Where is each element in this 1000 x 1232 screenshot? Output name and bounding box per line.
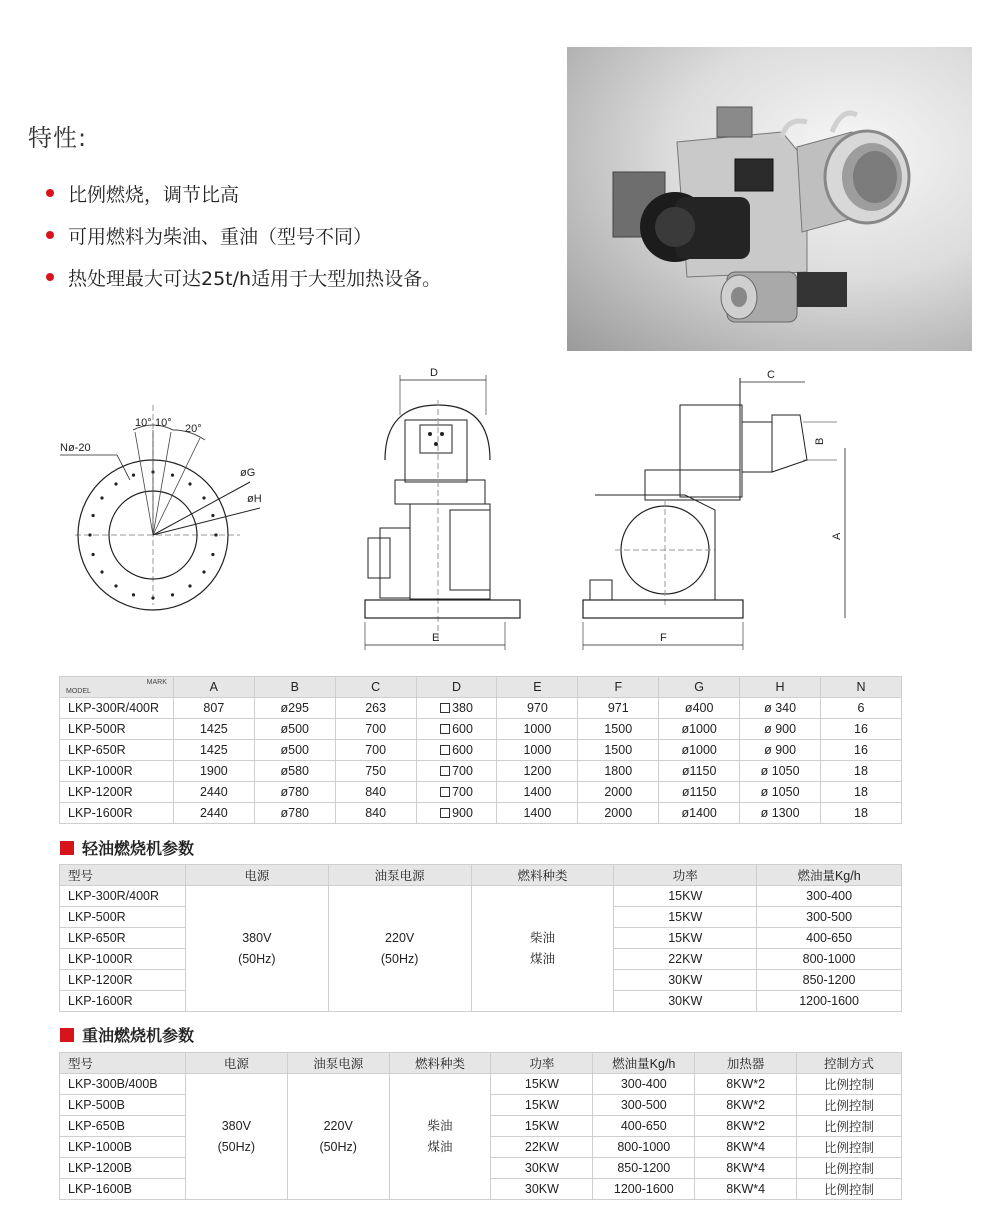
angle-label: 10° [155, 417, 172, 429]
dim-cell-n [821, 740, 902, 761]
model-cell: LKP-500R [60, 907, 186, 928]
header-cell: 燃油量Kg/h [593, 1053, 695, 1074]
burner-illustration [567, 47, 972, 351]
heater-cell: 8KW*4 [695, 1158, 797, 1179]
dim-cell-d [416, 803, 497, 824]
header-cell: 电源 [185, 1053, 287, 1074]
dim-cell-a [173, 803, 254, 824]
h-label: øH [247, 493, 262, 505]
dim-cell-e [497, 698, 578, 719]
b-label: B [814, 437, 826, 445]
dim-value: 700 [365, 743, 387, 757]
dim-value: 1900 [199, 764, 228, 778]
dim-cell-b [254, 698, 335, 719]
model-cell: LKP-500B [60, 1095, 186, 1116]
control-cell: 比例控制 [797, 1095, 902, 1116]
dim-cell-f [578, 719, 659, 740]
features-title: 特性: [28, 124, 88, 152]
dim-value: 780 [288, 785, 309, 799]
model-cell: LKP-650R [60, 928, 186, 949]
flange-drawing [55, 360, 265, 620]
col-g: G [659, 677, 740, 698]
dim-cell-d [416, 740, 497, 761]
dim-value: 380 [452, 701, 473, 715]
oil-cell: 1200-1600 [757, 991, 902, 1012]
dim-value: 1500 [604, 743, 633, 757]
dim-value: 1000 [689, 722, 717, 736]
dim-value: 1400 [523, 785, 552, 799]
bolt-hole [211, 514, 214, 517]
oil-cell: 400-650 [593, 1116, 695, 1137]
table-row [60, 782, 902, 803]
corner-model: MODEL [66, 688, 91, 695]
dim-cell-e [497, 719, 578, 740]
dim-cell-e [497, 803, 578, 824]
angle-label: 20° [185, 423, 202, 435]
oil-cell: 300-400 [757, 886, 902, 907]
header-cell: 燃油量Kg/h [757, 865, 902, 886]
dim-value: 340 [775, 701, 797, 715]
light-oil-title: 轻油燃烧机参数 [82, 839, 195, 858]
angle-label: 10° [135, 417, 152, 429]
dim-cell-h [740, 740, 821, 761]
power-cell: 15KW [614, 907, 757, 928]
dim-cell-a [173, 698, 254, 719]
dim-cell-n [821, 719, 902, 740]
light-oil-table [59, 864, 902, 1012]
bolt-hole [132, 474, 135, 477]
bolt-hole [114, 482, 117, 485]
dimension-table [59, 676, 902, 824]
power-cell: 15KW [491, 1116, 593, 1137]
diameter-symbol: ø [764, 722, 776, 736]
col-e: E [497, 677, 578, 698]
dim-value: 971 [607, 701, 629, 715]
bullet-icon [46, 231, 54, 239]
bolt-hole [171, 474, 174, 477]
oil-cell: 300-500 [757, 907, 902, 928]
dim-value: 700 [365, 722, 387, 736]
dim-cell-a [173, 782, 254, 803]
oil-cell: 1200-1600 [593, 1179, 695, 1200]
dim-cell-c [335, 761, 416, 782]
header-cell: 油泵电源 [287, 1053, 389, 1074]
heavy-oil-table [59, 1052, 902, 1200]
dim-cell-g [659, 740, 740, 761]
light-oil-section-title [60, 836, 194, 859]
diameter-symbol: ø [681, 806, 690, 820]
model-cell: LKP-1600B [60, 1179, 186, 1200]
bolt-hole [88, 533, 91, 536]
dim-value: 263 [365, 701, 387, 715]
dim-cell-c [335, 803, 416, 824]
dim-cell-d [416, 698, 497, 719]
dim-value: 900 [775, 743, 797, 757]
c-label: C [767, 369, 775, 381]
bolt-hole [171, 593, 174, 596]
header-cell: 型号 [60, 1053, 186, 1074]
diameter-symbol: ø [280, 806, 289, 820]
dim-value: 16 [854, 743, 868, 757]
dim-cell-c [335, 698, 416, 719]
table-row [60, 1074, 902, 1095]
dim-value: 1400 [523, 806, 552, 820]
dim-cell-g [659, 719, 740, 740]
square-icon [440, 724, 450, 734]
model-cell: LKP-1600R [60, 991, 186, 1012]
dim-cell-b [254, 803, 335, 824]
table-row [60, 698, 902, 719]
col-a: A [173, 677, 254, 698]
dim-cell-n [821, 782, 902, 803]
header-cell: 燃料种类 [471, 865, 614, 886]
power-cell: 30KW [614, 991, 757, 1012]
dim-cell-g [659, 782, 740, 803]
model-cell: LKP-1600R [60, 803, 174, 824]
dim-value: 2000 [604, 785, 633, 799]
bullet-icon [46, 189, 54, 197]
dim-value: 1800 [604, 764, 633, 778]
bolt-hole [100, 570, 103, 573]
model-cell: LKP-1000R [60, 949, 186, 970]
feature-text: 可用燃料为柴油、重油（型号不同） [68, 225, 373, 248]
diameter-symbol: ø [681, 764, 690, 778]
dim-value: 18 [854, 764, 868, 778]
diameter-symbol: ø [280, 743, 289, 757]
feature-item [46, 256, 441, 298]
oil-cell: 800-1000 [593, 1137, 695, 1158]
heavy-header-row [60, 1053, 902, 1074]
control-cell: 比例控制 [797, 1179, 902, 1200]
square-icon [440, 745, 450, 755]
oil-cell: 300-500 [593, 1095, 695, 1116]
dim-value: 500 [288, 743, 309, 757]
header-cell: 电源 [185, 865, 328, 886]
oil-cell: 300-400 [593, 1074, 695, 1095]
dim-cell-f [578, 803, 659, 824]
heater-cell: 8KW*4 [695, 1137, 797, 1158]
heavy-oil-title: 重油燃烧机参数 [82, 1026, 195, 1045]
diameter-symbol: ø [681, 722, 690, 736]
pump-supply-cell: 220V (50Hz) [287, 1074, 389, 1200]
diameter-symbol: ø [280, 722, 289, 736]
dim-value: 1300 [771, 806, 800, 820]
dim-cell-g [659, 803, 740, 824]
e-label: E [432, 632, 440, 644]
control-cell: 比例控制 [797, 1137, 902, 1158]
square-icon [440, 766, 450, 776]
control-cell: 比例控制 [797, 1074, 902, 1095]
dim-cell-f [578, 782, 659, 803]
dim-value: 2440 [199, 785, 228, 799]
dim-value: 500 [288, 722, 309, 736]
n-label: Nø-20 [60, 442, 91, 454]
model-cell: LKP-650B [60, 1116, 186, 1137]
model-cell: LKP-1200R [60, 782, 174, 803]
power-cell: 30KW [614, 970, 757, 991]
header-cell: 加热器 [695, 1053, 797, 1074]
heater-cell: 8KW*2 [695, 1074, 797, 1095]
dim-cell-g [659, 761, 740, 782]
section-marker-icon [60, 841, 74, 855]
model-cell: LKP-650R [60, 740, 174, 761]
table-row [60, 803, 902, 824]
dim-cell-d [416, 761, 497, 782]
bolt-hole [202, 496, 205, 499]
diameter-symbol: ø [681, 743, 690, 757]
header-cell: 型号 [60, 865, 186, 886]
dim-cell-a [173, 761, 254, 782]
dim-value: 840 [365, 806, 387, 820]
dim-value: 16 [854, 722, 868, 736]
bolt-hole [132, 593, 135, 596]
bolt-hole [100, 496, 103, 499]
model-cell: LKP-1200R [60, 970, 186, 991]
oil-cell: 400-650 [757, 928, 902, 949]
corner-mark: MARK [146, 679, 167, 686]
col-b: B [254, 677, 335, 698]
dim-cell-a [173, 740, 254, 761]
bolt-hole [214, 533, 217, 536]
dim-cell-c [335, 740, 416, 761]
square-icon [440, 808, 450, 818]
dim-value: 1425 [199, 743, 228, 757]
square-icon [440, 787, 450, 797]
power-supply-cell: 380V (50Hz) [185, 1074, 287, 1200]
dim-value: 1200 [523, 764, 552, 778]
power-cell: 15KW [614, 886, 757, 907]
power-cell: 15KW [491, 1074, 593, 1095]
table-row [60, 886, 902, 907]
dim-value: 600 [452, 722, 473, 736]
model-cell: LKP-300B/400B [60, 1074, 186, 1095]
col-h: H [740, 677, 821, 698]
power-cell: 30KW [491, 1158, 593, 1179]
header-cell: 控制方式 [797, 1053, 902, 1074]
oil-cell: 850-1200 [757, 970, 902, 991]
dim-cell-c [335, 719, 416, 740]
dim-cell-n [821, 698, 902, 719]
power-cell: 15KW [491, 1095, 593, 1116]
front-view-drawing [350, 360, 530, 660]
dim-cell-a [173, 719, 254, 740]
dim-value: 1000 [689, 743, 717, 757]
dim-value: 900 [452, 806, 473, 820]
table-row [60, 719, 902, 740]
diameter-symbol: ø [760, 806, 772, 820]
dim-value: 780 [288, 806, 309, 820]
col-f: F [578, 677, 659, 698]
dim-value: 1000 [523, 722, 552, 736]
light-header-row [60, 865, 902, 886]
burner-photo [567, 47, 972, 351]
diameter-symbol: ø [280, 764, 289, 778]
pump-supply-cell: 220V (50Hz) [328, 886, 471, 1012]
dim-value: 18 [854, 806, 868, 820]
dim-header-row [60, 677, 902, 698]
dim-value: 1050 [771, 785, 800, 799]
dim-cell-e [497, 761, 578, 782]
power-cell: 22KW [491, 1137, 593, 1158]
dim-value: 700 [452, 785, 473, 799]
feature-item [46, 172, 441, 214]
dim-cell-b [254, 740, 335, 761]
dim-cell-h [740, 698, 821, 719]
heater-cell: 8KW*2 [695, 1116, 797, 1137]
dim-value: 295 [288, 701, 309, 715]
square-icon [440, 703, 450, 713]
bolt-hole [92, 514, 95, 517]
dim-cell-n [821, 761, 902, 782]
dim-value: 1150 [689, 764, 717, 778]
model-cell: LKP-300R/400R [60, 886, 186, 907]
model-cell: LKP-500R [60, 719, 174, 740]
dim-value: 400 [692, 701, 714, 715]
dim-cell-g [659, 698, 740, 719]
bolt-hole [151, 596, 154, 599]
dim-value: 970 [526, 701, 548, 715]
header-cell: 功率 [491, 1053, 593, 1074]
dim-cell-e [497, 782, 578, 803]
oil-cell: 800-1000 [757, 949, 902, 970]
diameter-symbol: ø [280, 785, 289, 799]
heater-cell: 8KW*4 [695, 1179, 797, 1200]
diameter-symbol: ø [764, 701, 776, 715]
g-label: øG [240, 467, 256, 479]
control-cell: 比例控制 [797, 1116, 902, 1137]
dim-value: 2000 [604, 806, 633, 820]
heavy-oil-section-title [60, 1023, 194, 1046]
header-cell: 燃料种类 [389, 1053, 491, 1074]
diameter-symbol: ø [684, 701, 693, 715]
dim-cell-d [416, 782, 497, 803]
power-cell: 22KW [614, 949, 757, 970]
diameter-symbol: ø [280, 701, 289, 715]
dim-value: 1050 [771, 764, 800, 778]
fuel-type-cell: 柴油 煤油 [471, 886, 614, 1012]
model-cell: LKP-1000R [60, 761, 174, 782]
header-cell: 油泵电源 [328, 865, 471, 886]
dim-value: 807 [203, 701, 225, 715]
dim-cell-b [254, 782, 335, 803]
dim-value: 6 [857, 701, 865, 715]
table-row [60, 740, 902, 761]
model-cell: LKP-1000B [60, 1137, 186, 1158]
diameter-symbol: ø [760, 764, 772, 778]
oil-cell: 850-1200 [593, 1158, 695, 1179]
dim-value: 18 [854, 785, 868, 799]
dim-cell-f [578, 740, 659, 761]
feature-list [46, 172, 441, 298]
dim-cell-b [254, 719, 335, 740]
bolt-hole [202, 570, 205, 573]
bolt-hole [211, 553, 214, 556]
corner-cell [60, 677, 174, 698]
d-label: D [430, 367, 438, 379]
dim-value: 700 [452, 764, 473, 778]
bolt-hole [188, 482, 191, 485]
a-label: A [831, 532, 843, 540]
dim-value: 1000 [523, 743, 552, 757]
feature-item [46, 214, 441, 256]
dim-cell-n [821, 803, 902, 824]
col-d: D [416, 677, 497, 698]
fuel-type-cell: 柴油 煤油 [389, 1074, 491, 1200]
heater-cell: 8KW*2 [695, 1095, 797, 1116]
feature-text: 热处理最大可达25t/h适用于大型加热设备。 [68, 267, 442, 290]
dim-cell-h [740, 803, 821, 824]
diameter-symbol: ø [764, 743, 776, 757]
dim-cell-f [578, 761, 659, 782]
dim-value: 900 [775, 722, 797, 736]
dim-cell-b [254, 761, 335, 782]
dim-cell-h [740, 782, 821, 803]
dim-value: 840 [365, 785, 387, 799]
dim-value: 600 [452, 743, 473, 757]
bolt-hole [92, 553, 95, 556]
power-supply-cell: 380V (50Hz) [185, 886, 328, 1012]
dim-cell-d [416, 719, 497, 740]
power-cell: 15KW [614, 928, 757, 949]
dim-value: 2440 [199, 806, 228, 820]
table-row [60, 761, 902, 782]
bolt-hole [114, 584, 117, 587]
bolt-hole [188, 584, 191, 587]
dim-cell-h [740, 719, 821, 740]
dim-cell-h [740, 761, 821, 782]
bullet-icon [46, 273, 54, 281]
model-cell: LKP-300R/400R [60, 698, 174, 719]
dim-cell-c [335, 782, 416, 803]
diameter-symbol: ø [681, 785, 690, 799]
model-cell: LKP-1200B [60, 1158, 186, 1179]
control-cell: 比例控制 [797, 1158, 902, 1179]
power-cell: 30KW [491, 1179, 593, 1200]
dim-cell-e [497, 740, 578, 761]
col-c: C [335, 677, 416, 698]
dim-value: 1425 [199, 722, 228, 736]
f-label: F [660, 632, 667, 644]
dim-value: 750 [365, 764, 387, 778]
dim-value: 1400 [689, 806, 717, 820]
col-n: N [821, 677, 902, 698]
dim-value: 1500 [604, 722, 633, 736]
header-cell: 功率 [614, 865, 757, 886]
side-view-drawing [575, 360, 865, 660]
dim-value: 580 [288, 764, 309, 778]
dim-value: 1150 [689, 785, 717, 799]
diameter-symbol: ø [760, 785, 772, 799]
feature-text: 比例燃烧，调节比高 [68, 183, 240, 206]
dim-cell-f [578, 698, 659, 719]
section-marker-icon [60, 1028, 74, 1042]
